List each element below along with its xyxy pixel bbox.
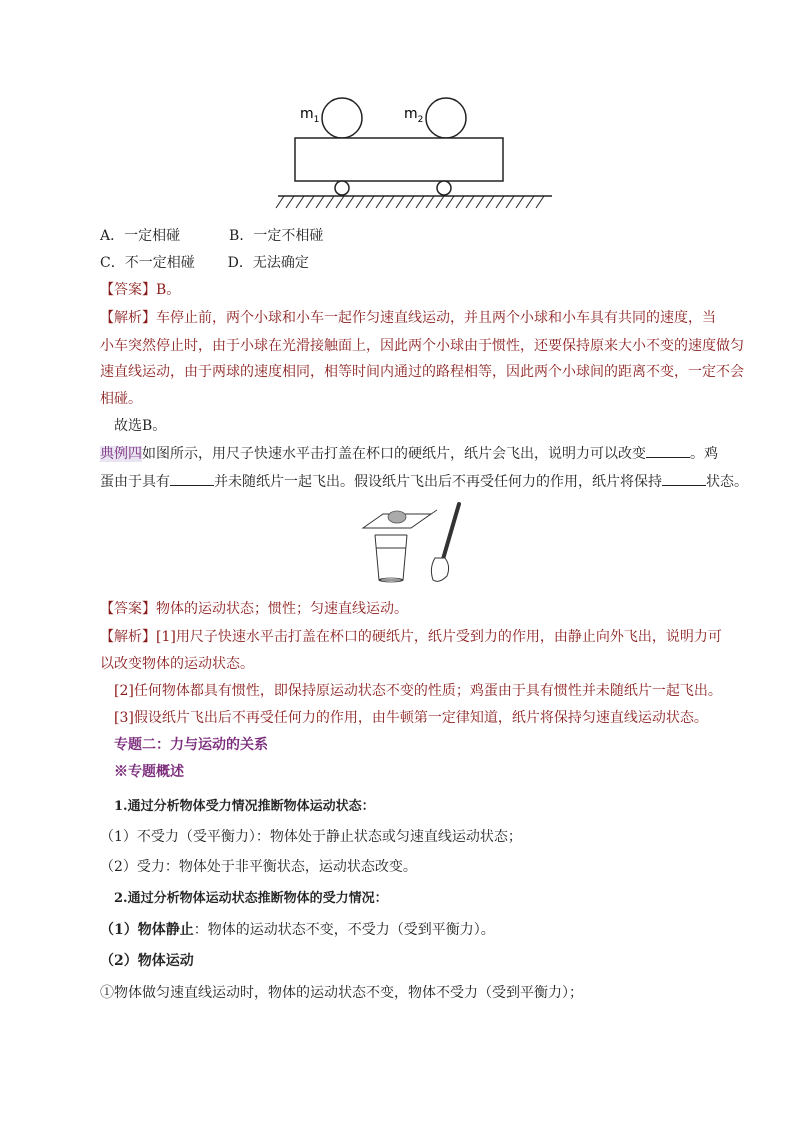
cart-body [295,138,503,181]
overview-heading: ※专题概述 [114,764,184,780]
section-2-item-3: ①物体做匀速直线运动时，物体的运动状态不变，物体不受力（受到平衡力）； [100,985,583,1001]
ruler [441,504,459,566]
section-1-item-2: （2）受力：物体处于非平衡状态，运动状态改变。 [100,859,417,875]
label-m2: $m_2$ [404,106,424,125]
option-b: B．一定不相碰 [229,228,324,244]
blank-2 [170,471,214,486]
options-row-1 [100,226,323,246]
ball-m1 [322,98,362,138]
hand [431,558,448,581]
cup-figure [355,500,465,590]
example-4-tag: 典例四 [100,446,142,462]
option-c: C．不一定相碰 [100,255,195,271]
answer-1: 【答案】B。 [100,282,181,298]
analysis-2-line-4: [3]假设纸片飞出后不再受任何力的作用，由牛顿第一定律知道，纸片将保持匀速直线运动状态。 [114,710,708,726]
answer-2: 【答案】物体的运动状态；惯性；匀速直线运动。 [100,601,408,617]
analysis-2-line-2: 以改变物体的运动状态。 [100,656,254,672]
option-d: D．无法确定 [227,255,309,271]
topic-2-heading: 专题二：力与运动的关系 [114,737,268,753]
label-m1: $m_1$ [300,106,320,125]
analysis-2-line-1: 【解析】[1]用尺子快速水平击打盖在杯口的硬纸片，纸片受到力的作用，由静止向外飞出，说明力可 [100,629,722,645]
section-2-heading: 2.通过分析物体运动状态推断物体的受力情况： [114,891,388,906]
section-1-heading: 1.通过分析物体受力情况推断物体运动状态： [114,799,375,814]
example-4-line-2: 蛋由于具有 并未随纸片一起飞出。假设纸片飞出后不再受任何力的作用，纸片将保持 状态。 [100,471,748,492]
analysis-1-line-4: 相碰。 [100,391,142,407]
section-2-item-2: （2）物体运动 [100,953,194,969]
example-4-line-1: 典例四如图所示，用尺子快速水平击打盖在杯口的硬纸片，纸片会飞出，说明力可以改变 。鸡 [100,443,718,464]
cup [375,535,407,580]
cart-figure [270,90,570,215]
analysis-2-line-3: [2]任何物体都具有惯性，即保持原运动状态不变的性质；鸡蛋由于具有惯性并未随纸片一起飞出。 [114,683,722,699]
analysis-1-line-2: 小车突然停止时，由于小球在光滑接触面上，因此两个小球由于惯性，还要保持原来大小不变的速度做匀 [100,338,744,354]
analysis-1-line-3: 速直线运动，由于两球的速度相同，相等时间内通过的路程相等，因此两个小球间的距离不变，一定不会 [100,364,744,380]
wheel-right [437,181,451,195]
option-a: A．一定相碰 [100,228,181,244]
options-row-2 [100,253,309,273]
analysis-1-line-1: 【解析】车停止前，两个小球和小车一起作匀速直线运动，并且两个小球和小车具有共同的速度，当 [100,310,716,326]
ball-m2 [426,98,466,138]
egg [388,511,406,523]
section-1-item-1: （1）不受力（受平衡力）：物体处于静止状态或匀速直线运动状态； [100,829,522,845]
blank-3 [662,471,706,486]
section-2-item-1: （1）物体静止：物体的运动状态不变，不受力（受到平衡力）。 [100,922,495,938]
choose-b: 故选B。 [114,418,167,434]
blank-1 [646,443,690,458]
wheel-left [335,181,349,195]
ground-hatching [276,196,544,208]
